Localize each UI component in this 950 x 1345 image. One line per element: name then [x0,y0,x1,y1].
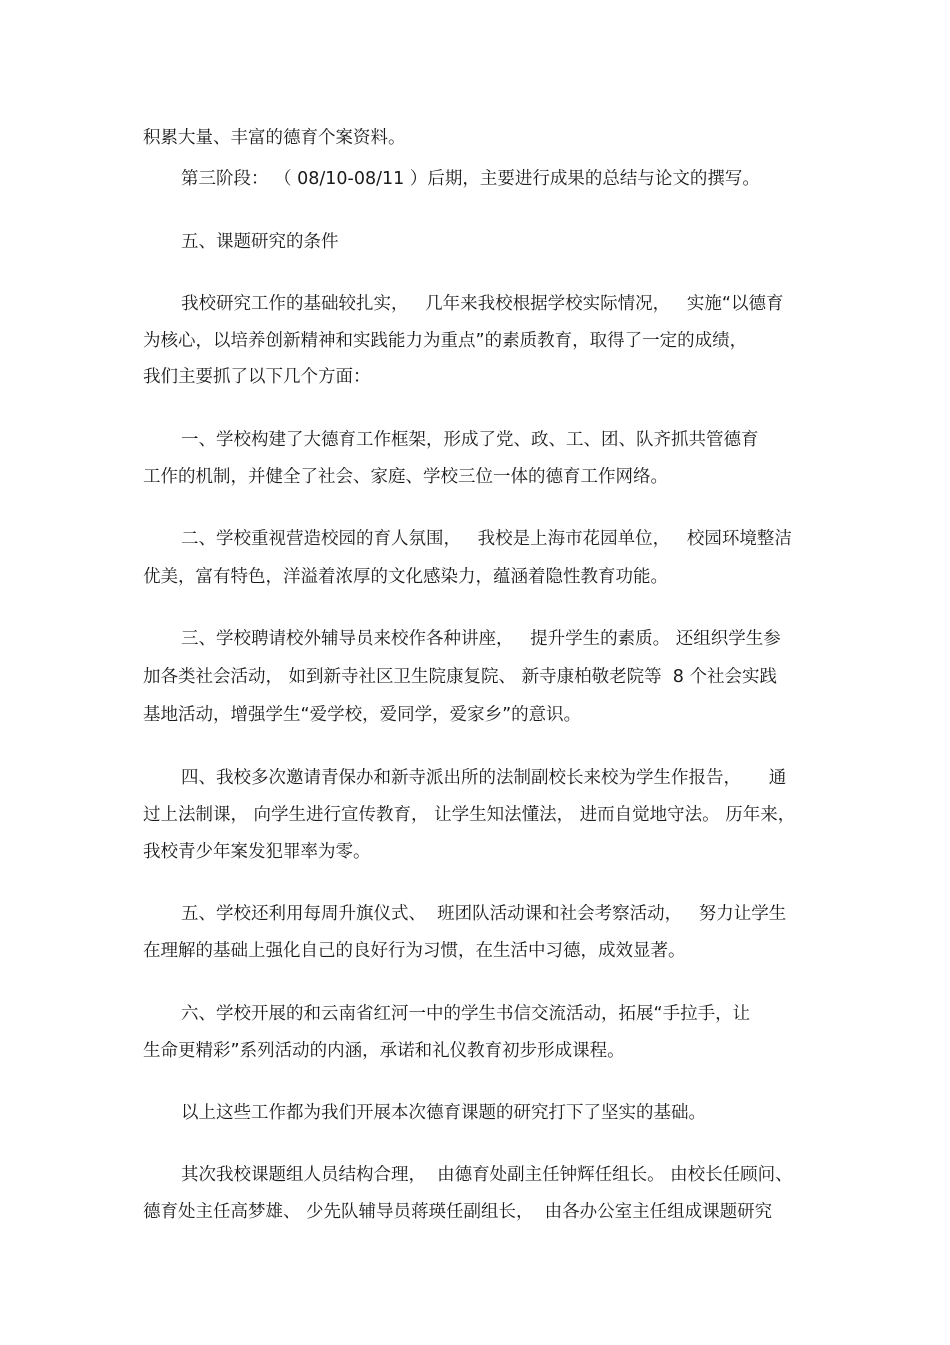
text-line: 我校研究工作的基础较扎实， 几年来我校根据学校实际情况， 实施“以德育 [181,294,784,314]
text-line: 四、我校多次邀请青保办和新寺派出所的法制副校长来校为学生作报告， 通 [181,768,787,788]
text-line: 其次我校课题组人员结构合理， 由德育处副主任钟辉任组长。 由校长任顾问、 [181,1165,793,1185]
text-line: 加各类社会活动， 如到新寺社区卫生院康复院、 新寺康柏敬老院等 8 个社会实践 [143,667,777,687]
text-line: 五、学校还利用每周升旗仪式、 班团队活动课和社会考察活动， 努力让学生 [181,904,787,924]
text-line: 生命更精彩”系列活动的内涵，承诺和礼仪教育初步形成课程。 [143,1041,625,1061]
text-line: 德育处主任高梦雄、 少先队辅导员蒋瑛任副组长， 由各办公室主任组成课题研究 [143,1202,773,1222]
text-line: 以上这些工作都为我们开展本次德育课题的研究打下了坚实的基础。 [181,1103,706,1123]
text-line: 基地活动，增强学生“爱学校，爱同学，爱家乡”的意识。 [143,705,582,725]
text-line: 为核心，以培养创新精神和实践能力为重点”的素质教育，取得了一定的成绩， [143,331,748,351]
text-line: 三、学校聘请校外辅导员来校作各种讲座， 提升学生的素质。 还组织学生参 [181,629,781,649]
text-line: 第三阶段： （ 08/10-08/11 ）后期，主要进行成果的总结与论文的撰写。 [181,169,760,189]
text-line: 工作的机制，并健全了社会、家庭、学校三位一体的德育工作网络。 [143,467,668,487]
text-line: 六、学校开展的和云南省红河一中的学生书信交流活动，拓展“手拉手，让 [181,1004,751,1024]
text-line: 我们主要抓了以下几个方面： [143,367,371,387]
text-line: 优美，富有特色，洋溢着浓厚的文化感染力，蕴涵着隐性教育功能。 [143,567,668,587]
text-line: 二、学校重视营造校园的育人氛围， 我校是上海市花园单位， 校园环境整洁 [181,529,792,549]
text-line: 积累大量、丰富的德育个案资料。 [143,128,406,148]
text-line: 过上法制课， 向学生进行宣传教育， 让学生知法懂法， 进而自觉地守法。 历年来， [143,805,796,825]
text-line: 在理解的基础上强化自己的良好行为习惯，在生活中习德，成效显著。 [143,941,686,961]
text-line: 我校青少年案发犯罪率为零。 [143,842,371,862]
text-line: 一、学校构建了大德育工作框架，形成了党、政、工、团、队齐抓共管德育 [181,430,759,450]
section-heading: 五、课题研究的条件 [181,232,339,252]
